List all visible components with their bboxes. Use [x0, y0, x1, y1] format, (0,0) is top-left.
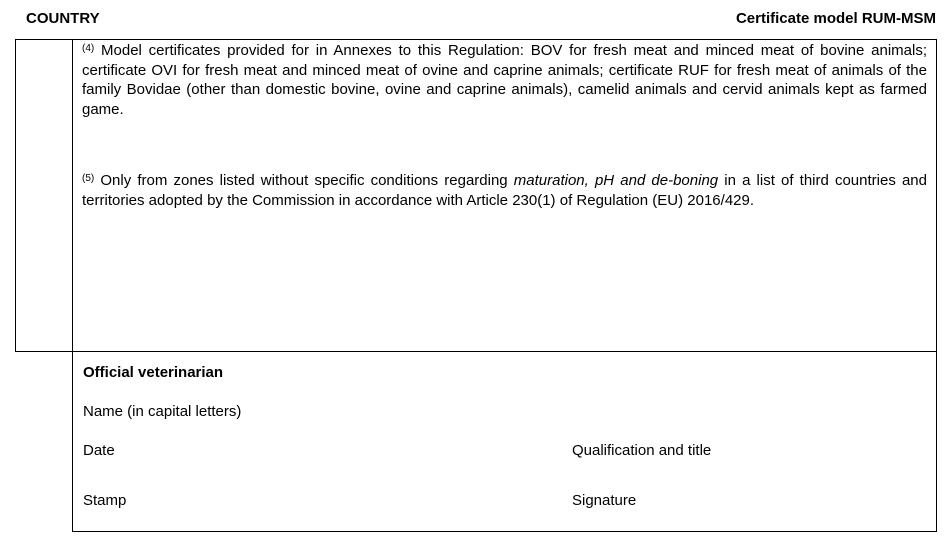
- name-label: Name (in capital letters): [83, 403, 242, 420]
- header-certificate-model: Certificate model RUM-MSM: [735, 10, 936, 27]
- footnote-5-text-italic: maturation, pH and de-boning: [513, 172, 719, 189]
- signature-label: Signature: [572, 492, 637, 509]
- footnote-4: [82, 41, 927, 119]
- footnote-5: [82, 171, 927, 210]
- official-veterinarian-title: Official veterinarian: [83, 364, 224, 381]
- stamp-label: Stamp: [83, 492, 127, 509]
- footnote-5-text-before: Only from zones listed without specific conditions regarding: [100, 172, 514, 189]
- footnote-4-text: Model certificates provided for in Annexes to this Regulation: BOV for fresh meat and minced meat of bovine animals; certificate OVI for fresh meat and minced meat of ovine and caprine animals; certificate RUF for fresh meat of animals of the family Bovidae (other than domestic bovine, ovine and caprine animals), camelid animals and cervid animals kept as farmed game.: [82, 42, 927, 118]
- footnote-5-marker: (5): [82, 173, 95, 184]
- footnote-5-text-after: in a list of third countries and territories adopted by the Commission in accordance with Article 230(1) of Regulation (EU) 2016/429.: [82, 172, 927, 209]
- date-label: Date: [83, 442, 115, 459]
- qualification-label: Qualification and title: [572, 442, 712, 459]
- footnote-4-marker: (4): [82, 43, 95, 54]
- header-country: COUNTRY: [26, 10, 100, 27]
- notes-box-column-divider: [72, 39, 73, 352]
